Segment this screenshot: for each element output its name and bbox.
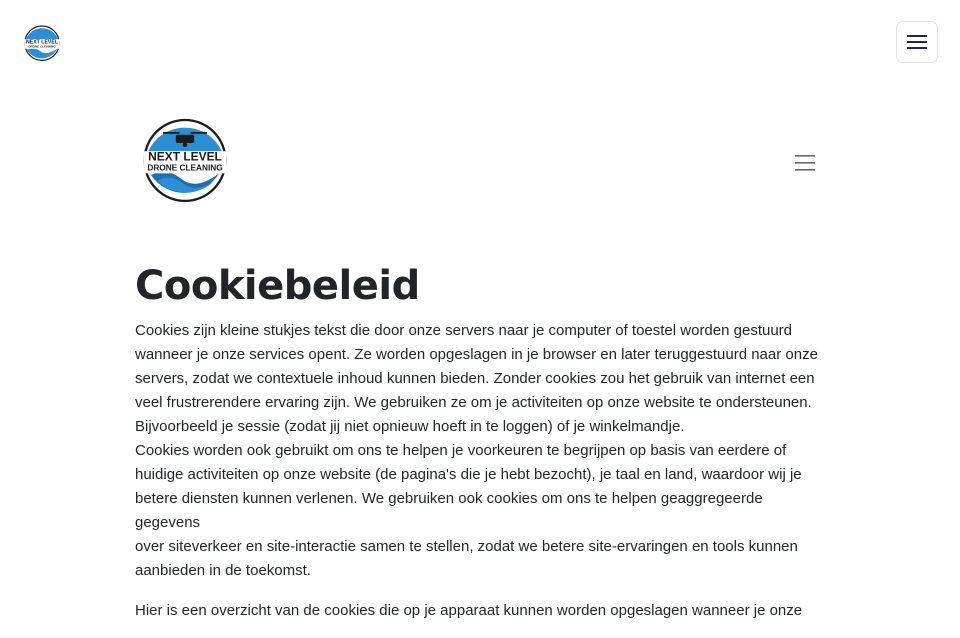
logo-text-line2: DRONE CLEANING	[28, 44, 56, 49]
company-logo-small[interactable]	[22, 24, 62, 62]
paragraph-line: Bijvoorbeeld je sessie (zodat jij niet opnieuw hoeft in te loggen) of je winkelmandje.	[135, 418, 685, 435]
paragraph-line: over siteverkeer en site-interactie samen te stellen, zodat we betere site-ervaringen en tools kunnen	[135, 538, 798, 555]
company-logo[interactable]	[139, 115, 231, 205]
paragraph-line: Cookies zijn kleine stukjes tekst die door onze servers naar je computer of toestel worden gestuurd	[135, 322, 793, 339]
top-bar	[0, 0, 960, 86]
main-content	[135, 258, 825, 638]
paragraph-line: huidige activiteiten op onze website (de pagina's die je hebt bezocht), je taal en land, waardoor wij je	[135, 466, 802, 483]
navbar-toggler-icon[interactable]	[793, 153, 817, 173]
logo-text-line2: DRONE CLEANING	[147, 163, 223, 173]
paragraph-line: Cookies worden ook gebruikt om ons te helpen je voorkeuren te begrijpen op basis van eerdere of	[135, 442, 787, 459]
paragraph-line: servers, zodat we contextuele inhoud kunnen bieden. Zonder cookies zou het gebruik van internet een	[135, 370, 815, 387]
paragraph-line: wanneer je onze services opent. Ze worden opgeslagen in je browser en later teruggestuurd naar onze	[135, 346, 818, 363]
logo-text-line1: NEXT LEVEL	[26, 39, 58, 46]
page-title: Cookiebeleid	[135, 263, 420, 309]
menu-button[interactable]	[896, 21, 938, 63]
paragraph-line: veel frustrerendere ervaring zijn. We gebruiken ze om je activiteiten op onze website te ondersteunen.	[135, 394, 812, 411]
paragraph-line: betere diensten kunnen verlenen. We gebruiken ook cookies om ons te helpen geaggregeerde gegevens	[135, 490, 763, 531]
cookie-overview-paragraph: Hier is een overzicht van de cookies die op je apparaat kunnen worden opgeslagen wanneer je onze	[135, 602, 803, 619]
logo-text-line1: NEXT LEVEL	[148, 149, 222, 164]
hamburger-icon	[907, 34, 927, 50]
paragraph-line: aanbieden in de toekomst.	[135, 562, 311, 579]
site-header	[135, 112, 825, 208]
cookie-intro-paragraph	[135, 319, 825, 583]
